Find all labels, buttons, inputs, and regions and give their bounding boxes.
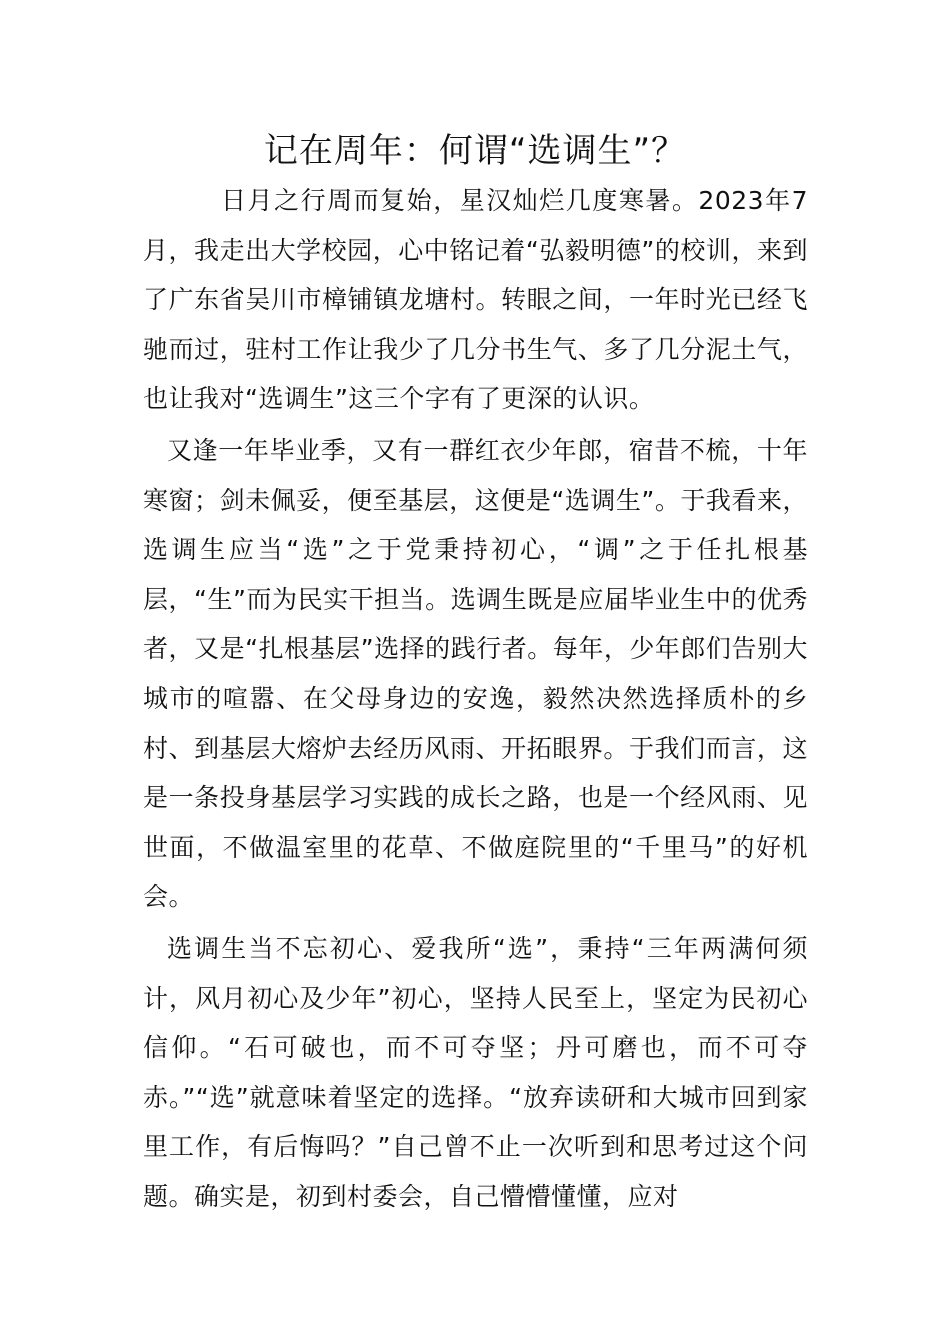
paragraph-3: 选调生当不忘初心、爱我所“选”，秉持“三年两满何须计，风月初心及少年”初心，坚持人民至上，坚定为民初心信仰。“石可破也，而不可夺坚；丹可磨也，而不可夺赤。”“选”就意味着坚定的选择。“放弃读研和大城市回到家里工作，有后悔吗？”自己曾不止一次听到和思考过这个问题。确实是，初到村委会，自己懵懵懂懂，应对 (143, 933, 808, 1211)
paragraph-1: 日月之行周而复始，星汉灿烂几度寒暑。2023年7月，我走出大学校园，心中铭记着“弘毅明德”的校训，来到了广东省吴川市樟铺镇龙塘村。转眼之间，一年时光已经飞驰而过，驻村工作让我少了几分书生气、多了几分泥土气，也让我对“选调生”这三个字有了更深的认识。 (143, 186, 808, 414)
paragraph-2: 又逢一年毕业季，又有一群红衣少年郎，宿昔不梳，十年寒窗；剑未佩妥，便至基层，这便是“选调生”。于我看来，选调生应当“选”之于党秉持初心，“调”之于任扎根基层，“生”而为民实干担当。选调生既是应届毕业生中的优秀者，又是“扎根基层”选择的践行者。每年，少年郎们告别大城市的喧嚣、在父母身边的安逸，毅然决然选择质朴的乡村、到基层大熔炉去经历风雨、开拓眼界。于我们而言，这是一条投身基层学习实践的成长之路，也是一个经风雨、见世面，不做温室里的花草、不做庭院里的“千里马”的好机会。 (143, 435, 808, 912)
document-title: 记在周年：何谓“选调生”？ (263, 131, 687, 171)
document-body (143, 176, 808, 1223)
